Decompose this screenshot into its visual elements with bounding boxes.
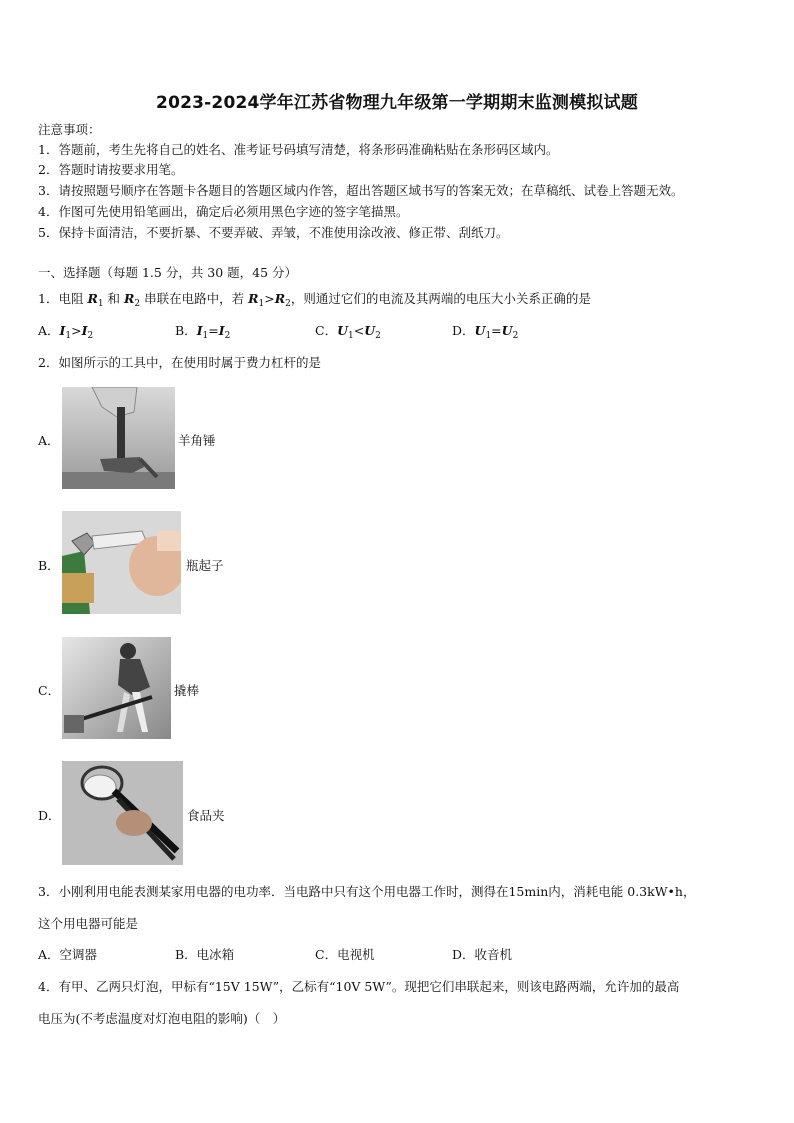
page-title: 2023-2024学年江苏省物理九年级第一学期期末监测模拟试题 <box>156 93 638 113</box>
q2-option-d-letter[interactable]: D． <box>38 808 61 823</box>
q1-option-a[interactable]: A．$I_1>I_2$ <box>38 323 94 341</box>
question-3-line-1: 3．小刚利用电能表测某家用电器的电功率．当电路中只有这个用电器工作时，测得在15min内，消耗电能 0.3kW•h， <box>38 884 696 899</box>
food-tongs-image <box>62 761 183 865</box>
q1-option-c[interactable]: C．$U_1<U_2$ <box>315 323 381 341</box>
notice-item-1: 1．答题前，考生先将自己的姓名、准考证号码填写清楚，将条形码准确粘贴在条形码区域内。 <box>38 142 559 157</box>
q1-r2-sub: 2 <box>134 299 141 309</box>
notice-item-4: 4．作图可先使用铅笔画出，确定后必须用黑色字迹的签字笔描黑。 <box>38 204 409 219</box>
q1-option-d[interactable]: D．$U_1=U_2$ <box>452 323 519 341</box>
q1-gt: > <box>264 291 275 306</box>
q3-option-c[interactable]: C．电视机 <box>315 947 375 962</box>
q1-r3-sub: 1 <box>258 299 265 309</box>
crowbar-image <box>62 637 171 739</box>
q1-r1-sub: 1 <box>97 299 104 309</box>
question-4-line-1: 4．有甲、乙两只灯泡，甲标有“15V 15W”，乙标有“10V 5W”。现把它们串联起来，则该电路两端，允许加的最高 <box>38 979 680 994</box>
q2-option-b-letter[interactable]: B． <box>38 558 60 573</box>
q2-option-c-caption: 撬棒 <box>174 683 200 698</box>
question-4-line-2: 电压为(不考虑温度对灯泡电阻的影响)（ ） <box>38 1011 286 1026</box>
q1-text-2: 和 <box>103 291 125 306</box>
notice-item-3: 3．请按照题号顺序在答题卡各题目的答题区域内作答，超出答题区域书写的答案无效；在草稿纸、试卷上答题无效。 <box>38 183 684 198</box>
notice-item-5: 5．保持卡面清洁，不要折暴、不要弄破、弄皱，不准使用涂改液、修正带、刮纸刀。 <box>38 225 509 240</box>
q1-text-3: 串联在电路中，若 <box>140 291 249 306</box>
q1-text-4: ，则通过它们的电流及其两端的电压大小关系正确的是 <box>290 291 591 306</box>
q3-option-d[interactable]: D．收音机 <box>452 947 513 962</box>
q1-option-b[interactable]: B．$I_1=I_2$ <box>175 323 231 341</box>
q1-r2: R <box>124 291 135 306</box>
claw-hammer-image <box>62 387 175 489</box>
notice-label: 注意事项： <box>38 122 101 137</box>
q2-option-a-caption: 羊角锤 <box>178 433 216 448</box>
section-heading: 一、选择题（每题 1.5 分，共 30 题，45 分） <box>38 265 298 280</box>
notice-item-2: 2．答题时请按要求用笔。 <box>38 162 184 177</box>
question-1-stem <box>38 290 591 313</box>
q2-option-d-caption: 食品夹 <box>187 808 225 823</box>
q1-r4: R <box>274 291 286 306</box>
question-2-stem: 2．如图所示的工具中，在使用时属于费力杠杆的是 <box>38 355 321 370</box>
q1-r1: R <box>87 291 98 306</box>
q3-option-a[interactable]: A．空调器 <box>38 947 98 962</box>
q2-option-c-letter[interactable]: C． <box>38 683 61 698</box>
bottle-opener-image <box>62 511 181 614</box>
q2-option-b-caption: 瓶起子 <box>186 558 224 573</box>
q1-text-1: 1．电阻 <box>38 291 88 306</box>
q1-r3: R <box>248 291 259 306</box>
q1-r4-sub: 2 <box>285 299 291 309</box>
question-3-line-2: 这个用电器可能是 <box>38 916 139 931</box>
q2-option-a-letter[interactable]: A． <box>38 433 60 448</box>
q3-option-b[interactable]: B．电冰箱 <box>175 947 235 962</box>
